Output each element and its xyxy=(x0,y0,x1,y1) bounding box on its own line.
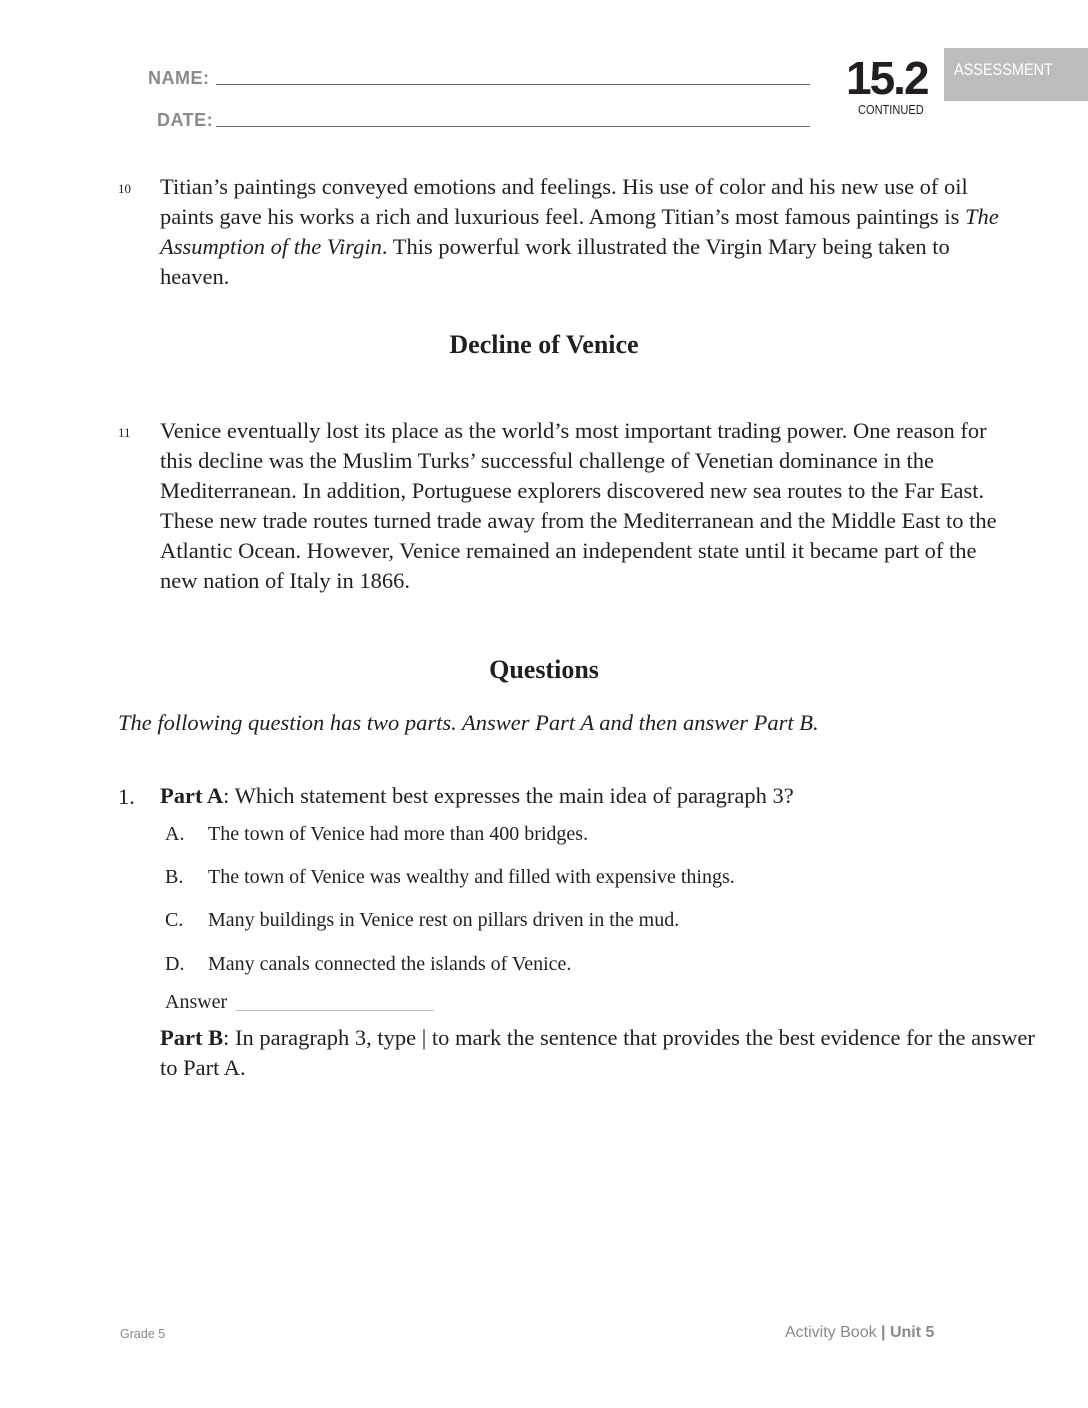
paragraph-number: 10 xyxy=(118,181,131,196)
option-text: The town of Venice was wealthy and filled with expensive things. xyxy=(208,866,735,888)
option-letter: C. xyxy=(165,909,184,931)
option-letter: B. xyxy=(165,866,184,888)
option-b[interactable] xyxy=(165,866,183,889)
option-c[interactable] xyxy=(165,909,183,932)
part-a-prompt xyxy=(160,781,794,811)
name-input-line[interactable] xyxy=(216,84,810,85)
questions-heading: Questions xyxy=(489,655,599,684)
option-a[interactable] xyxy=(165,823,184,846)
footer-book-unit xyxy=(785,1324,934,1342)
part-a-text: : Which statement best expresses the main idea of paragraph 3? xyxy=(223,783,794,808)
footer-separator: | xyxy=(876,1324,890,1341)
answer-label: Answer xyxy=(165,991,228,1013)
assessment-tab xyxy=(944,48,1088,101)
paragraph-text: Titian’s paintings conveyed emotions and feelings. His use of color and his new use of oil paints gave his works a rich and luxurious feel. Among Titian’s most famous paintings is xyxy=(160,174,968,229)
part-a-label: Part A xyxy=(160,783,224,808)
footer-unit: Unit 5 xyxy=(889,1324,935,1341)
paragraph-number: 11 xyxy=(118,425,131,440)
instructions: The following question has two parts. Answer Part A and then answer Part B. xyxy=(118,710,819,735)
date-input-line[interactable] xyxy=(216,126,810,127)
part-b-prompt xyxy=(160,1023,1040,1083)
option-d[interactable] xyxy=(165,953,184,976)
assessment-label: ASSESSMENT xyxy=(954,60,1053,79)
part-b-label: Part B xyxy=(160,1025,224,1050)
painting-title: The Assumption of the Virgin xyxy=(160,204,999,259)
answer-input-line[interactable] xyxy=(236,1010,434,1011)
date-label: DATE: xyxy=(157,110,214,130)
option-text: Many buildings in Venice rest on pillars driven in the mud. xyxy=(208,909,680,931)
paragraph-10 xyxy=(160,172,1000,292)
paragraph-11: Venice eventually lost its place as the world’s most important trading power. One reason for this decline was the Muslim Turks’ successful challenge of Venetian dominance in the Mediterranean. In addition, Portuguese explorers discovered new sea routes to the Far East. These new trade routes turned trade away from the Mediterranean and the Middle East to the Atlantic Ocean. However, Venice remained an independent state until it became part of the new nation of Italy in 1866. xyxy=(160,418,997,593)
footer-grade: Grade 5 xyxy=(120,1327,166,1341)
section-heading: Decline of Venice xyxy=(449,330,639,359)
option-text: Many canals connected the islands of Venice. xyxy=(208,953,572,975)
option-text: The town of Venice had more than 400 bridges. xyxy=(208,823,589,845)
part-b-text: : In paragraph 3, type | to mark the sentence that provides the best evidence for the answer to Part A. xyxy=(160,1025,1035,1080)
question-number: 1. xyxy=(118,784,135,809)
lesson-number: 15.2 xyxy=(846,52,928,104)
name-label: NAME: xyxy=(148,68,210,88)
option-letter: D. xyxy=(165,953,185,975)
option-letter: A. xyxy=(165,823,185,845)
continued-label: CONTINUED xyxy=(858,102,924,117)
footer-book: Activity Book xyxy=(785,1324,877,1341)
paragraph-text: . This powerful work illustrated the Virgin Mary being taken to heaven. xyxy=(160,234,950,289)
